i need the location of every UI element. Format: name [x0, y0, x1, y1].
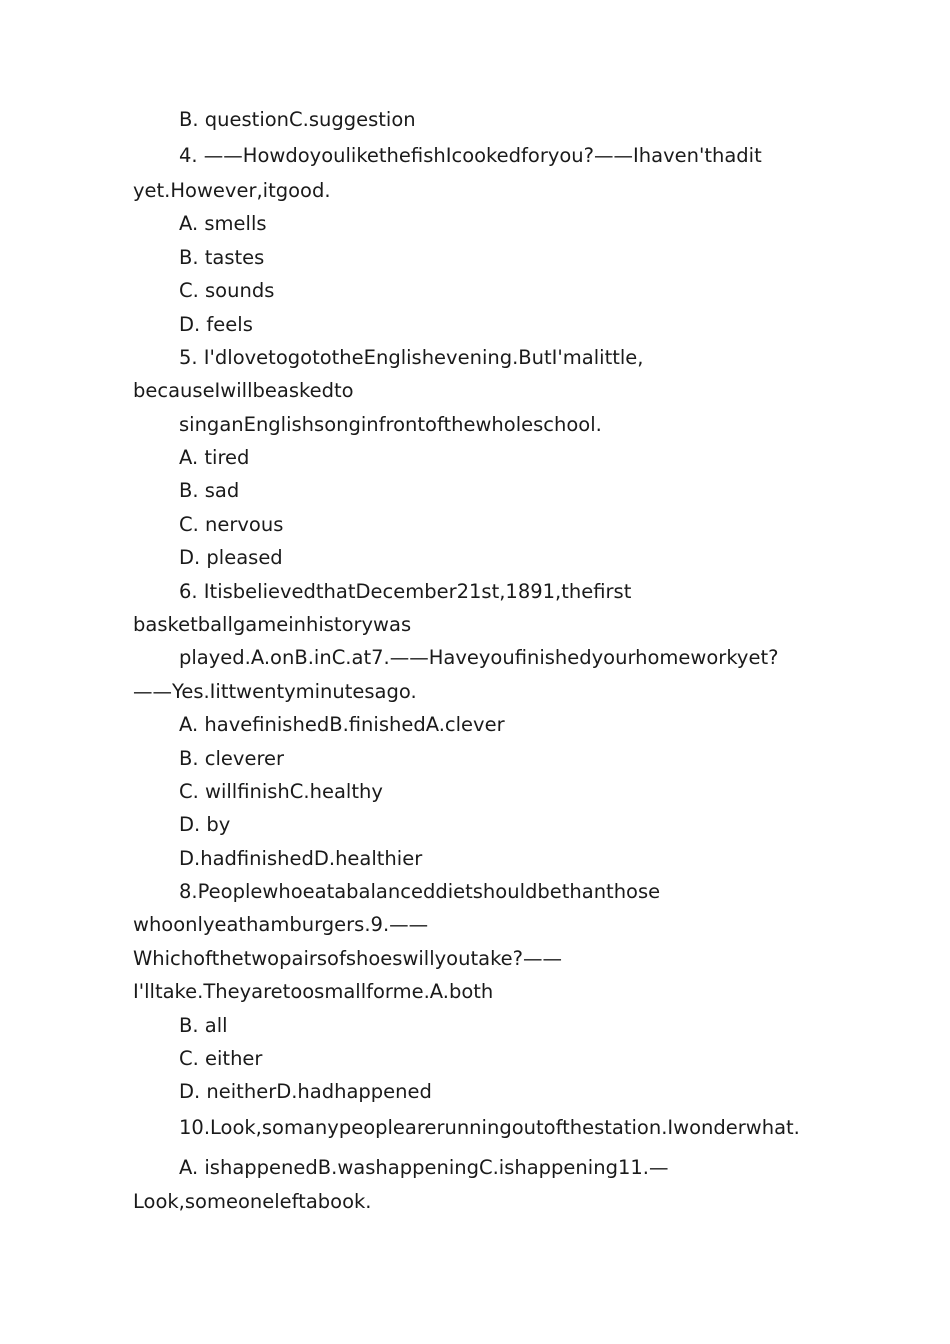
option-line: C. sounds	[179, 279, 275, 302]
text-line: yet.However,itgood.	[133, 179, 331, 202]
text-line: Whichofthetwopairsofshoeswillyoutake?——	[133, 947, 563, 970]
text-line: becauseIwillbeaskedto	[133, 379, 354, 402]
option-line: A. havefinishedB.finishedA.clever	[179, 713, 505, 736]
option-line: D.hadfinishedD.healthier	[179, 847, 423, 870]
question-10-line: 10.Look,somanypeoplearerunningoutofthestation.Iwonderwhat.	[179, 1116, 800, 1139]
question-6-line: 6. ItisbelievedthatDecember21st,1891,thefirst	[179, 580, 632, 603]
text-line: B. questionC.suggestion	[179, 108, 416, 131]
option-line: C. willfinishC.healthy	[179, 780, 383, 803]
option-line: B. tastes	[179, 246, 265, 269]
option-line: C. nervous	[179, 513, 284, 536]
text-line: ——Yes.Iittwentyminutesago.	[133, 680, 417, 703]
question-8-line: 8.Peoplewhoeatabalanceddietshouldbethanthose	[179, 880, 661, 903]
text-line: basketballgameinhistorywas	[133, 613, 412, 636]
text-line: singanEnglishsonginfrontofthewholeschool.	[179, 413, 602, 436]
option-line: D. neitherD.hadhappened	[179, 1080, 432, 1103]
text-line: Look,someoneleftabook.	[133, 1190, 372, 1213]
option-line: A. ishappenedB.washappeningC.ishappening11.—	[179, 1156, 669, 1179]
option-line: D. by	[179, 813, 231, 836]
text-line: played.A.onB.inC.at7.——Haveyoufinishedyourhomeworkyet?	[179, 646, 779, 669]
option-line: D. pleased	[179, 546, 283, 569]
option-line: B. sad	[179, 479, 240, 502]
option-line: A. tired	[179, 446, 250, 469]
option-line: D. feels	[179, 313, 253, 336]
text-line: whoonlyeathamburgers.9.——	[133, 913, 429, 936]
option-line: B. all	[179, 1014, 228, 1037]
text-line: I'lltake.Theyaretoosmallforme.A.both	[133, 980, 494, 1003]
option-line: C. either	[179, 1047, 263, 1070]
option-line: A. smells	[179, 212, 267, 235]
question-4-line: 4. ——HowdoyoulikethefishIcookedforyou?——Ihaven'thadit	[179, 144, 762, 167]
question-5-line: 5. I'dlovetogototheEnglishevening.ButI'malittle,	[179, 346, 644, 369]
option-line: B. cleverer	[179, 747, 285, 770]
